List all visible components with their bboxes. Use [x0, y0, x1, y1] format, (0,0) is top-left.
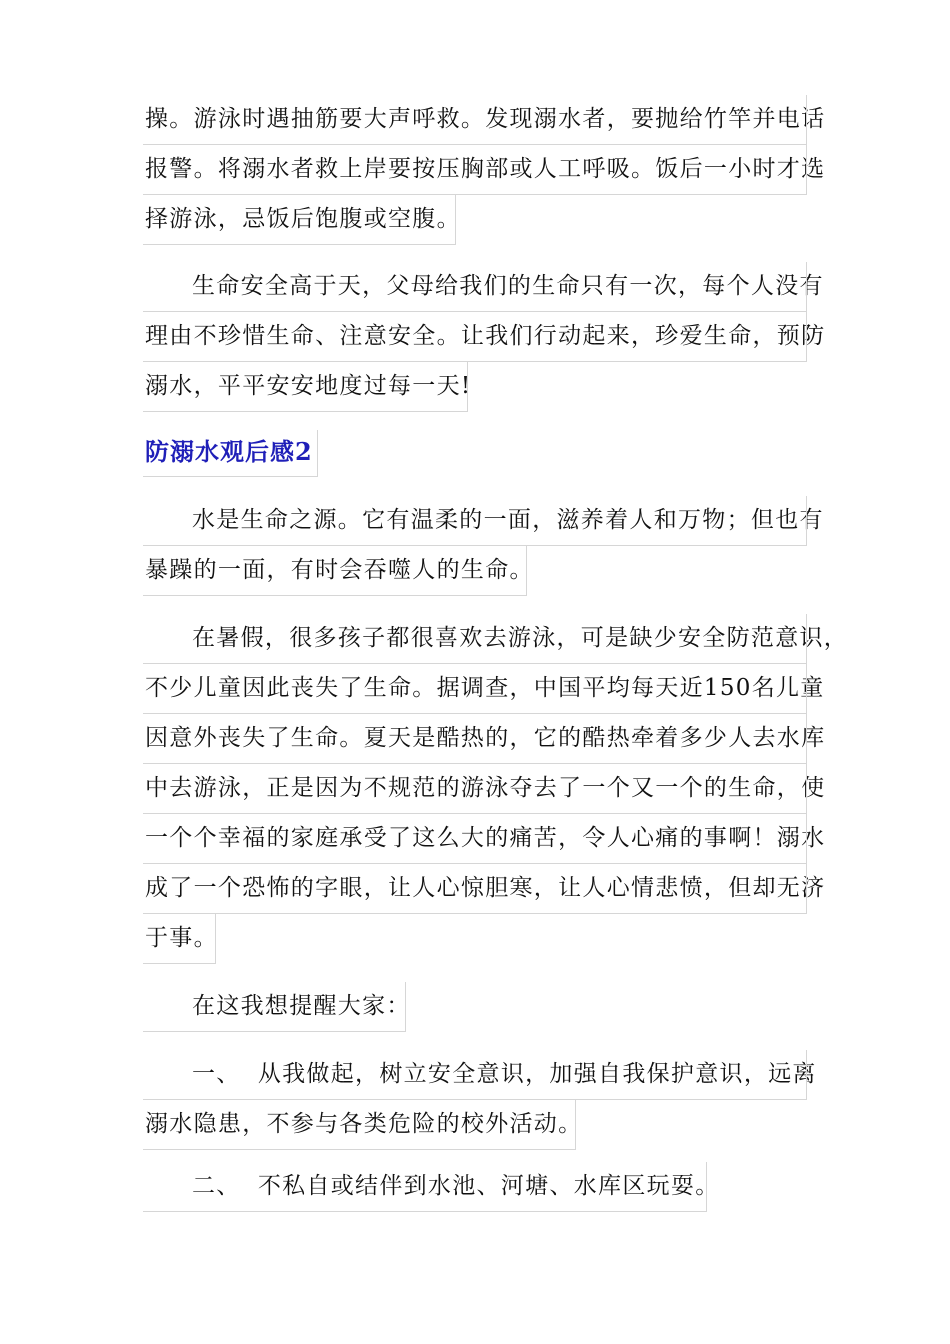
text-line: 生命安全高于天，父母给我们的生命只有一次，每个人没有 [143, 262, 815, 312]
paragraph-life-safety [143, 262, 826, 412]
text-line: 报警。将溺水者救上岸要按压胸部或人工呼吸。饭后一小时才选 [143, 145, 815, 195]
text-line: 水是生命之源。它有温柔的一面，滋养着人和万物；但也有 [143, 496, 815, 546]
text-line: 一、 从我做起，树立安全意识，加强自我保护意识，远离 [143, 1050, 815, 1100]
list-item-second [143, 1162, 815, 1212]
text-line: 操。游泳时遇抽筋要大声呼救。发现溺水者，要抛给竹竿并电话 [143, 95, 815, 145]
text-line: 因意外丧失了生命。夏天是酷热的，它的酷热牵着多少人去水库 [143, 714, 815, 764]
paragraph-swimming-safety [143, 95, 826, 245]
text-line: 暴躁的一面，有时会吞噬人的生命。 [143, 546, 815, 596]
text-line: 二、 不私自或结伴到水池、河塘、水库区玩耍。 [143, 1162, 815, 1212]
text-line: 在暑假，很多孩子都很喜欢去游泳，可是缺少安全防范意识， [143, 614, 815, 664]
text-line: 中去游泳，正是因为不规范的游泳夺去了一个又一个的生命，使 [143, 764, 815, 814]
text-line: 溺水隐患，不参与各类危险的校外活动。 [143, 1100, 815, 1150]
text-line: 溺水，平平安安地度过每一天! [143, 362, 815, 412]
text-line: 在这我想提醒大家： [143, 982, 815, 1032]
text-line: 理由不珍惜生命、注意安全。让我们行动起来，珍爱生命，预防 [143, 312, 815, 362]
paragraph-reminder [143, 982, 815, 1032]
text-line: 择游泳，忌饭后饱腹或空腹。 [143, 195, 815, 245]
section-heading: 防溺水观后感2 [143, 430, 318, 477]
list-item-first [143, 1050, 815, 1150]
paragraph-summer-swimming [143, 614, 849, 964]
paragraph-water-source [143, 496, 824, 596]
text-line: 成了一个恐怖的字眼，让人心惊胆寒，让人心情悲愤，但却无济 [143, 864, 815, 914]
text-line: 一个个幸福的家庭承受了这么大的痛苦，令人心痛的事啊！溺水 [143, 814, 815, 864]
text-line: 不少儿童因此丧失了生命。据调查，中国平均每天近150名儿童 [143, 664, 815, 714]
text-line: 于事。 [143, 914, 815, 964]
